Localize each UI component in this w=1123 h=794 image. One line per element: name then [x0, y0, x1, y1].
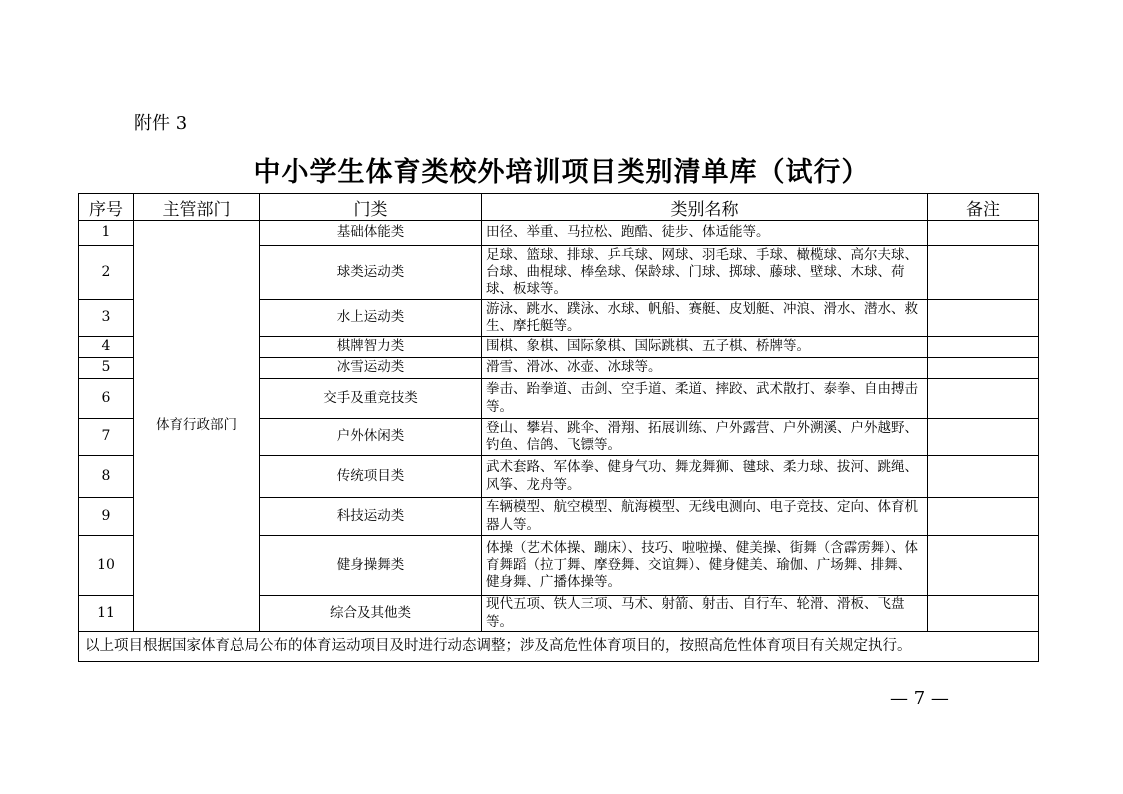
row-index: 5 [79, 358, 134, 379]
row-names: 体操（艺术体操、蹦床）、技巧、啦啦操、健美操、街舞（含霹雳舞）、体育舞蹈（拉丁舞、摩登舞、交谊舞）、健身健美、瑜伽、广场舞、排舞、健身舞、广播体操等。 [482, 536, 928, 596]
project-category-table [78, 193, 1039, 662]
row-index: 6 [79, 379, 134, 419]
header-note: 备注 [928, 194, 1039, 221]
table-header-row [79, 194, 1039, 221]
row-names: 滑雪、滑冰、冰壶、冰球等。 [482, 358, 928, 379]
row-note [928, 498, 1039, 536]
row-names: 武术套路、军体拳、健身气功、舞龙舞狮、毽球、柔力球、拔河、跳绳、风筝、龙舟等。 [482, 456, 928, 498]
row-index: 10 [79, 536, 134, 596]
page-number: — 7 — [890, 688, 949, 709]
row-category: 棋牌智力类 [260, 337, 482, 358]
row-category: 冰雪运动类 [260, 358, 482, 379]
table-footnote: 以上项目根据国家体育总局公布的体育运动项目及时进行动态调整；涉及高危性体育项目的，按照高危性体育项目有关规定执行。 [79, 632, 1039, 662]
attachment-label: 附件 3 [134, 113, 188, 134]
row-names: 现代五项、铁人三项、马术、射箭、射击、自行车、轮滑、滑板、飞盘等。 [482, 596, 928, 632]
header-category: 门类 [260, 194, 482, 221]
row-category: 综合及其他类 [260, 596, 482, 632]
header-department: 主管部门 [134, 194, 260, 221]
row-note [928, 456, 1039, 498]
row-names: 拳击、跆拳道、击剑、空手道、柔道、摔跤、武术散打、泰拳、自由搏击等。 [482, 379, 928, 419]
row-note [928, 536, 1039, 596]
row-category: 交手及重竞技类 [260, 379, 482, 419]
row-category: 科技运动类 [260, 498, 482, 536]
row-category: 球类运动类 [260, 246, 482, 300]
row-names: 游泳、跳水、蹼泳、水球、帆船、赛艇、皮划艇、冲浪、滑水、潜水、救生、摩托艇等。 [482, 300, 928, 337]
row-note [928, 419, 1039, 456]
row-note [928, 379, 1039, 419]
row-index: 11 [79, 596, 134, 632]
row-note [928, 337, 1039, 358]
row-note [928, 221, 1039, 246]
row-note [928, 358, 1039, 379]
row-category: 传统项目类 [260, 456, 482, 498]
row-index: 7 [79, 419, 134, 456]
row-index: 3 [79, 300, 134, 337]
row-names: 围棋、象棋、国际象棋、国际跳棋、五子棋、桥牌等。 [482, 337, 928, 358]
row-names: 登山、攀岩、跳伞、滑翔、拓展训练、户外露营、户外溯溪、户外越野、钓鱼、信鸽、飞镖等。 [482, 419, 928, 456]
row-note [928, 300, 1039, 337]
row-names: 足球、篮球、排球、乒乓球、网球、羽毛球、手球、橄榄球、高尔夫球、台球、曲棍球、棒垒球、保龄球、门球、掷球、藤球、壁球、木球、荷球、板球等。 [482, 246, 928, 300]
header-names: 类别名称 [482, 194, 928, 221]
table-row [79, 221, 1039, 246]
row-category: 户外休闲类 [260, 419, 482, 456]
row-category: 健身操舞类 [260, 536, 482, 596]
row-category: 水上运动类 [260, 300, 482, 337]
table-footnote-row [79, 632, 1039, 662]
row-index: 1 [79, 221, 134, 246]
row-index: 4 [79, 337, 134, 358]
row-index: 9 [79, 498, 134, 536]
department-cell: 体育行政部门 [134, 221, 260, 632]
document-title: 中小学生体育类校外培训项目类别清单库（试行） [253, 157, 870, 188]
row-note [928, 596, 1039, 632]
row-names: 田径、举重、马拉松、跑酷、徒步、体适能等。 [482, 221, 928, 246]
row-names: 车辆模型、航空模型、航海模型、无线电测向、电子竞技、定向、体育机器人等。 [482, 498, 928, 536]
row-category: 基础体能类 [260, 221, 482, 246]
row-index: 8 [79, 456, 134, 498]
header-index: 序号 [79, 194, 134, 221]
row-index: 2 [79, 246, 134, 300]
row-note [928, 246, 1039, 300]
